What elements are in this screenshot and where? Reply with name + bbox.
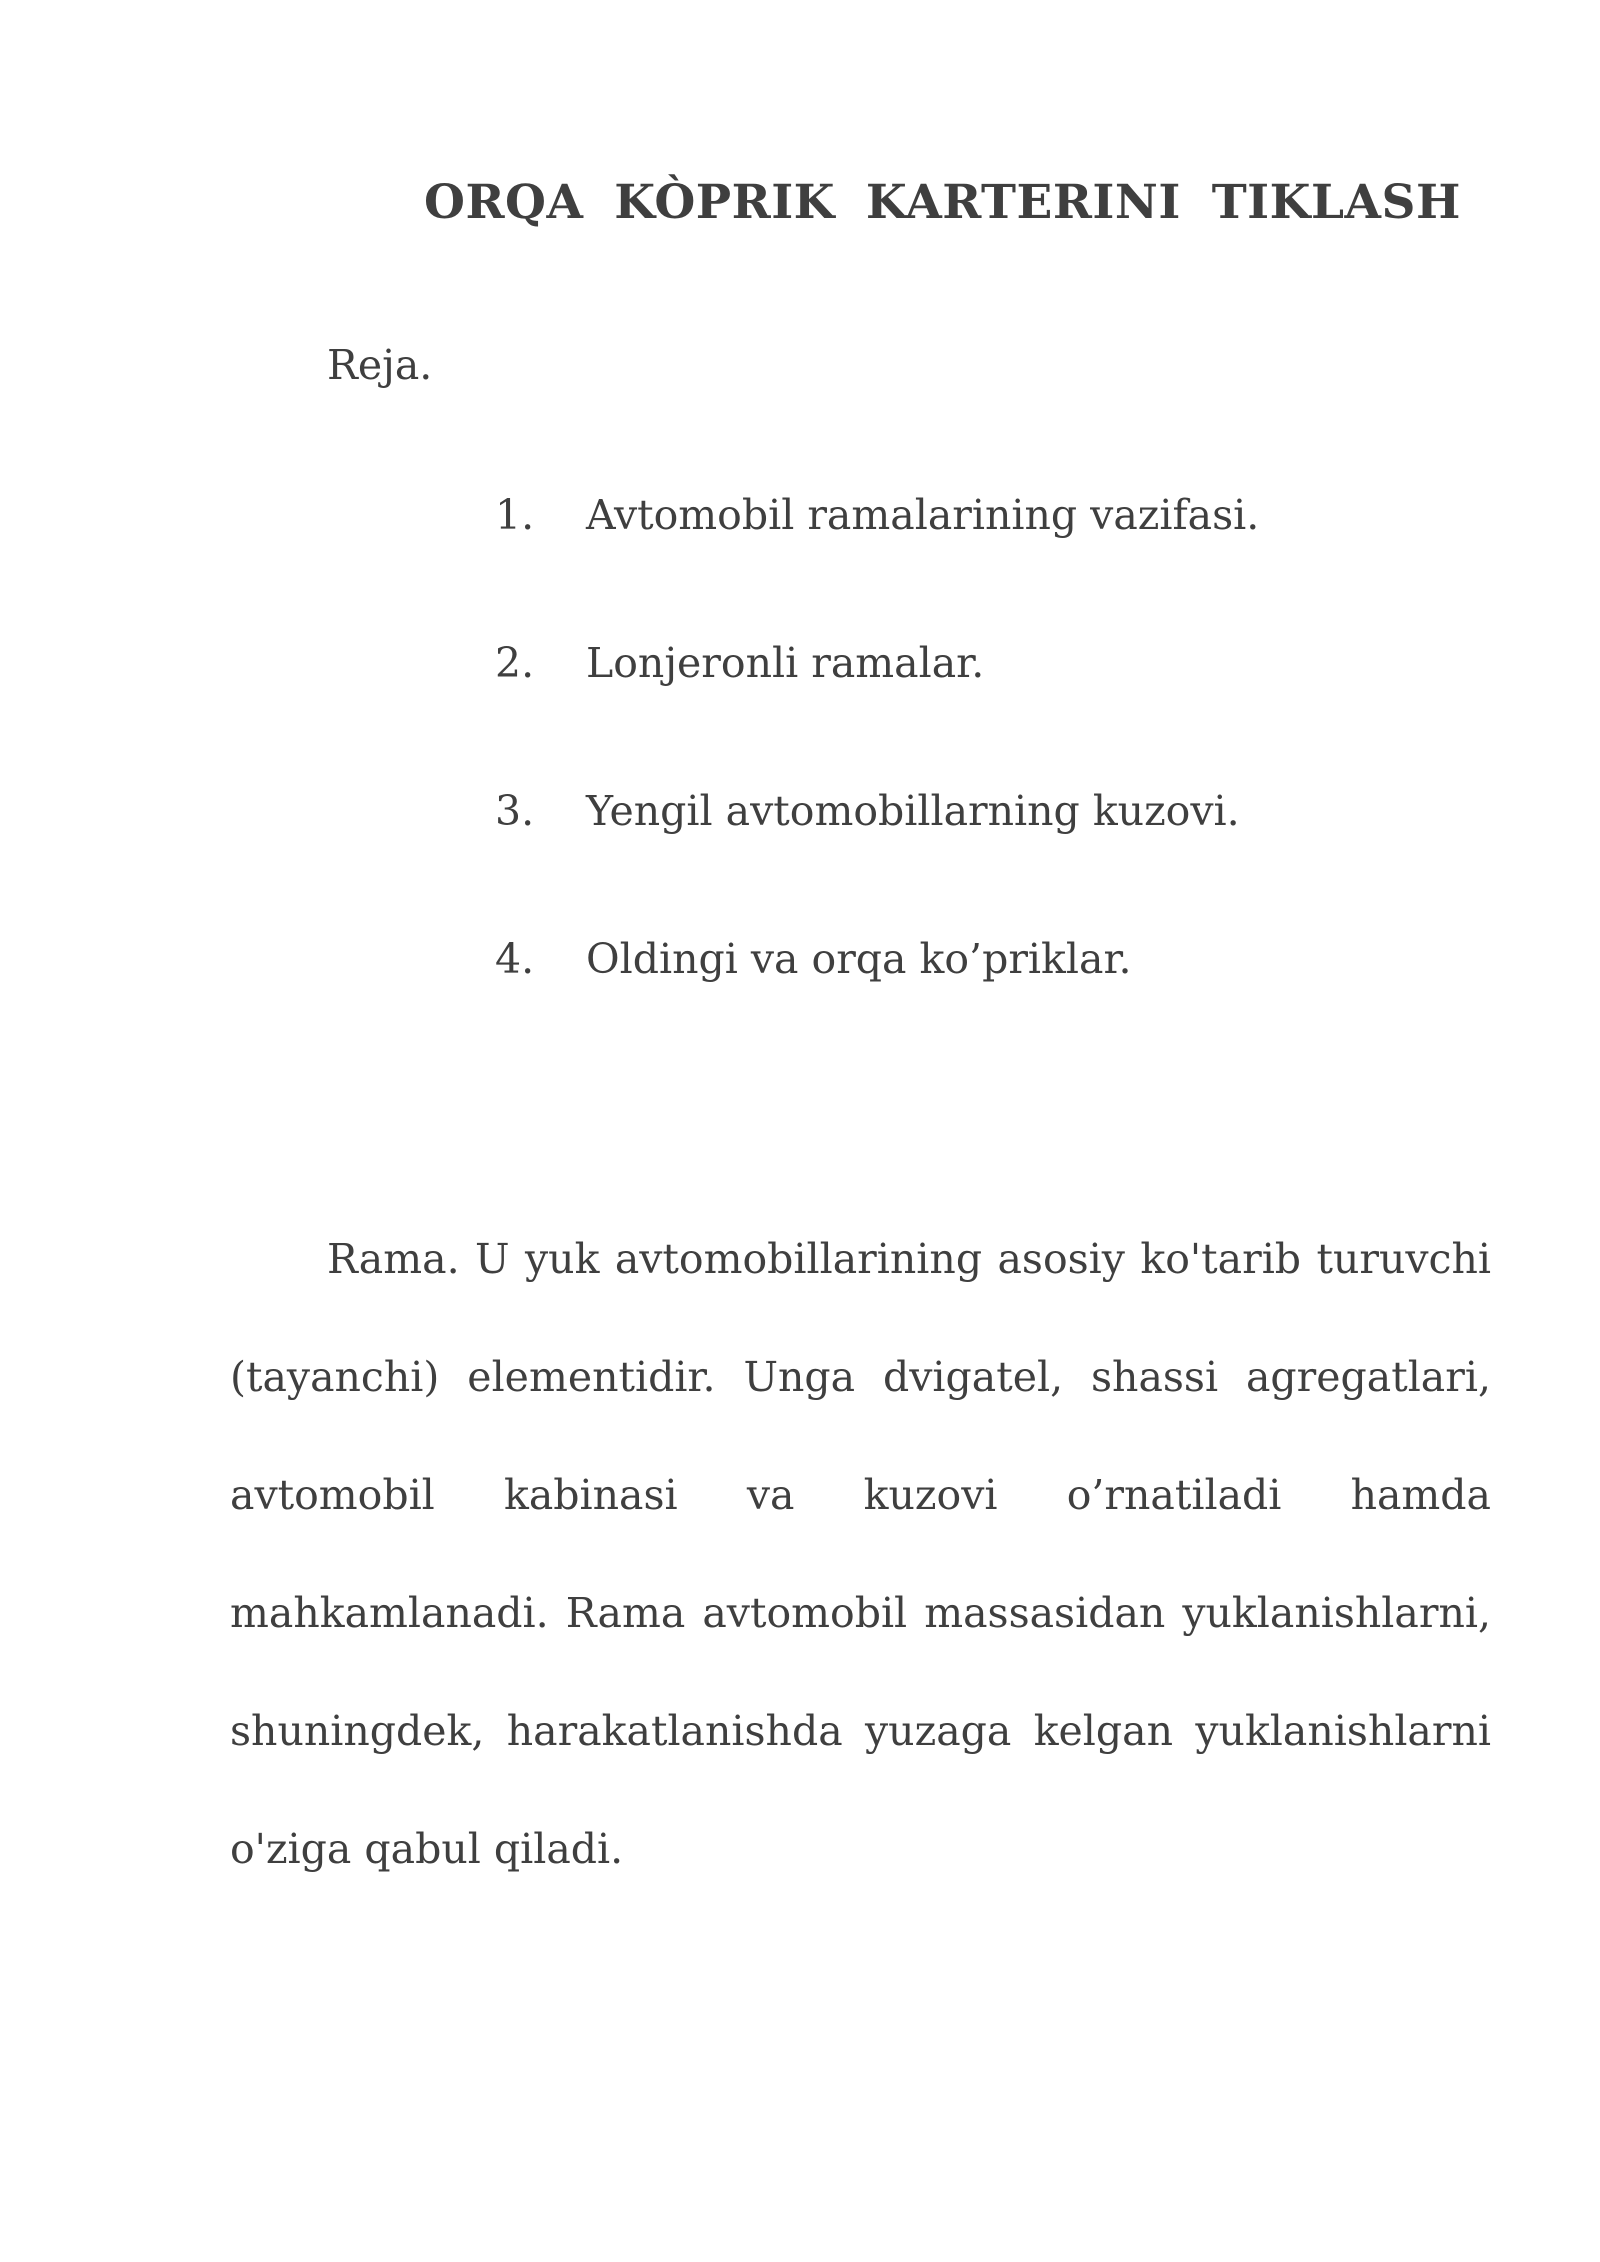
body-paragraph: Rama. U yuk avtomobillarining asosiy ko'tarib turuvchi (tayanchi) elementidir. Unga dvigatel, shassi agregatlari, avtomobil kabinasi va kuzovi o’rnatiladi hamda mahkamlanadi. Rama avtomobil massasidan yuklanishlarni, shuningdek, harakatlanishda yuzaga kelgan yuklanishlarni o'ziga qabul qiladi. (230, 1235, 1491, 1873)
plan-item (495, 638, 1259, 786)
plan-item-number: 3. (495, 787, 535, 835)
plan-list (495, 490, 1259, 1082)
plan-item (495, 786, 1259, 934)
plan-item (495, 490, 1259, 638)
plan-item-number: 4. (495, 935, 535, 983)
plan-item-text: Avtomobil ramalarining vazifasi. (586, 491, 1260, 539)
plan-label: Reja. (327, 341, 433, 389)
document-title: ORQA KÒPRIK KARTERINI TIKLASH (424, 175, 1461, 230)
plan-item (495, 934, 1259, 1082)
plan-item-text: Lonjeronli ramalar. (586, 639, 985, 687)
plan-item-number: 2. (495, 639, 535, 687)
plan-item-text: Yengil avtomobillarning kuzovi. (586, 787, 1240, 835)
plan-item-number: 1. (495, 491, 535, 539)
plan-item-text: Oldingi va orqa ko’priklar. (586, 935, 1132, 983)
